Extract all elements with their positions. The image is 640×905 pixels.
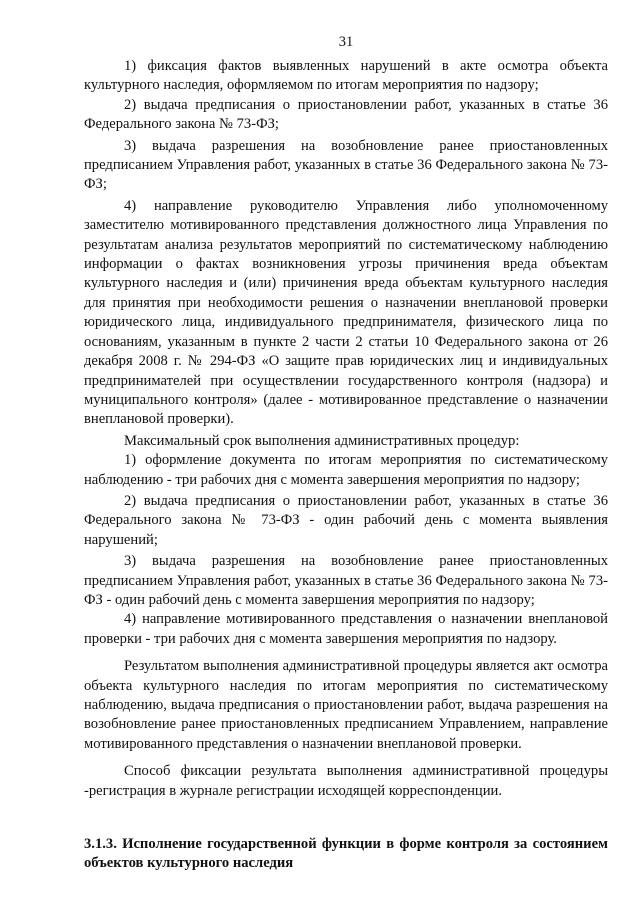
page-number: 31: [338, 34, 354, 50]
paragraph-10: Результатом выполнения административной процедуры является акт осмотра объекта культурного наследия по итогам мероприятия по систематическому наблюдению, выдача предписания о приостановлении работ, выдача разрешения на возобновление ранее приостановленных предписанием Управлением, направление мотивированного представления о назначении внеплановой проверки.: [84, 658, 608, 752]
paragraph-9: 4) направление мотивированного представления о назначении внеплановой проверки - три рабочих дня с момента завершения мероприятия по надзору.: [84, 611, 608, 647]
paragraph-11: Способ фиксации результата выполнения административной процедуры -регистрация в журнале регистрации исходящей корреспонденции.: [84, 763, 608, 799]
paragraph-2: 2) выдача предписания о приостановлении работ, указанных в статье 36 Федерального закона № 73-ФЗ;: [84, 96, 608, 133]
section-heading: 3.1.3. Исполнение государственной функции в форме контроля за состоянием объектов культурного наследия: [84, 836, 608, 872]
paragraph-4: 4) направление руководителю Управления либо уполномоченному заместителю мотивированного представления должностного лица Управления по результатам анализа результатов мероприятий по систематическому наблюдению информации о фактах возникновения угрозы причинения вреда объектам культурного наследия и (или) причинения вреда объектам культурного наследия для принятия при необходимости решения о назначении внеплановой проверки юридического лица, индивидуального предпринимателя, физического лица по основаниям, указанным в пункте 2 части 2 статьи 10 Федерального закона от 26 декабря 2008 г. № 294-ФЗ «О защите прав юридических лиц и индивидуальных предпринимателей при осуществлении государственного контроля (надзора) и муниципального контроля» (далее - мотивированное представление о назначении внеплановой проверки).: [84, 197, 608, 428]
paragraph-5: Максимальный срок выполнения административных процедур:: [124, 432, 520, 449]
paragraph-8: 3) выдача разрешения на возобновление ранее приостановленных предписанием Управления работ, указанных в статье 36 Федерального закона № 73-ФЗ - один рабочий день с момента завершения мероприятия по надзору;: [84, 553, 608, 608]
paragraph-7: 2) выдача предписания о приостановлении работ, указанных в статье 36 Федерального закона № 73-ФЗ - один рабочий день с момента выявления нарушений;: [84, 492, 608, 548]
paragraph-1: 1) фиксация фактов выявленных нарушений в акте осмотра объекта культурного наследия, оформляемом по итогам мероприятия по надзору;: [84, 58, 608, 94]
paragraph-6: 1) оформление документа по итогам мероприятия по систематическому наблюдению - три рабочих дня с момента завершения мероприятия по надзору;: [84, 452, 608, 488]
paragraph-3: 3) выдача разрешения на возобновление ранее приостановленных предписанием Управления работ, указанных в статье 36 Федерального закона № 73-ФЗ;: [84, 137, 608, 193]
